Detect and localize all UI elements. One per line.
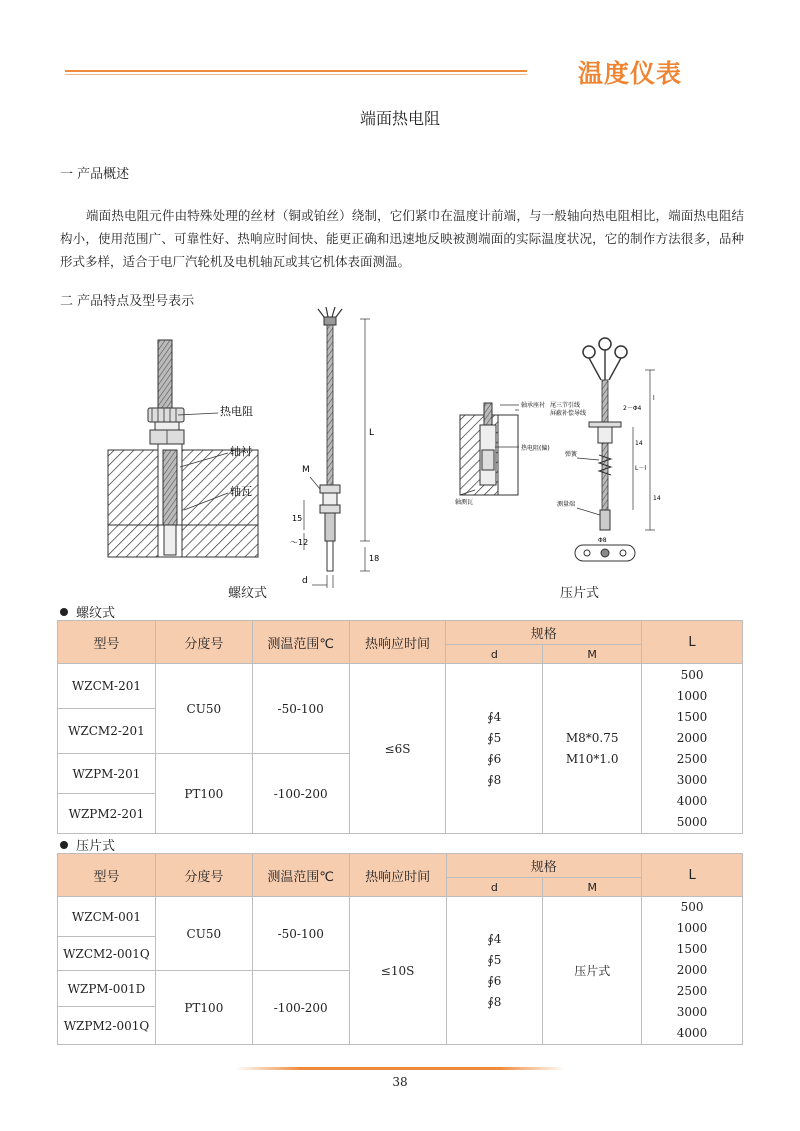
caption-threaded: 螺纹式 (228, 586, 268, 601)
L-value: 5000 (676, 814, 708, 829)
label-bearing-base: 轴测瓦 (455, 499, 474, 506)
L-value: 2500 (676, 984, 708, 998)
table-cell-index: PT100 (155, 754, 252, 834)
dim-M: M (302, 465, 310, 475)
table-cell-response: ≤10S (349, 897, 446, 1045)
L-value: 3000 (676, 1005, 708, 1019)
th-response: 热响应时间 (349, 854, 446, 897)
th-index: 分度号 (155, 854, 252, 897)
d-value: ∮6 (487, 751, 502, 766)
label-rtd: 热电阻 (220, 405, 253, 418)
dim-15: 15 (292, 514, 303, 523)
M-value: M8*0.75 (565, 730, 619, 745)
dim-L-minus-l: L－l (635, 465, 647, 472)
section-overview-title: 一 产品概述 (60, 167, 130, 182)
dim-18: 18 (369, 554, 380, 563)
table-cell-range: -100-200 (252, 971, 349, 1045)
th-model: 型号 (58, 621, 156, 664)
L-value: 500 (680, 667, 704, 682)
spec-table-plate (57, 853, 743, 1045)
table-cell-index: PT100 (155, 971, 252, 1045)
th-index: 分度号 (155, 621, 252, 664)
dim-d: d (302, 576, 308, 586)
d-value: ∮5 (487, 952, 502, 967)
caption-plate: 压片式 (560, 586, 600, 601)
table-cell-range: -50-100 (252, 897, 349, 971)
bullet-dot (60, 608, 68, 616)
table-cell-d-list (446, 664, 543, 834)
L-value: 3000 (676, 772, 708, 787)
dim-12: ～12 (290, 538, 309, 547)
d-value: ∮5 (487, 730, 502, 745)
table-cell-model: WZCM-201 (58, 664, 156, 709)
dim-14: 14 (635, 440, 643, 447)
d-value: ∮8 (487, 994, 502, 1009)
table-cell-L-list (642, 664, 743, 834)
dim-2phi4: 2－Φ4 (623, 405, 642, 412)
table-cell-response: ≤6S (349, 664, 446, 834)
table1-heading-text: 螺纹式 (76, 606, 116, 621)
L-value: 1500 (676, 709, 708, 724)
label-spring: 弹簧 (565, 451, 578, 458)
table-cell-model: WZCM2-001Q (58, 937, 156, 971)
L-value: 2000 (676, 730, 708, 745)
overview-paragraph: 端面热电阻元件由特殊处理的丝材（铜或铂丝）绕制，它们紧巾在温度计前端，与一般轴向热电阻相比，端面热电阻结构小，使用范围广、可靠性好、热响应时间快、能更正确和迅速地反映被测端面的实际温度状况，它的制作方法很多，品种形式多样，适合于电厂汽轮机及电机轴瓦或其它机体表面测温。 (60, 208, 744, 269)
table-cell-M: 压片式 (543, 897, 642, 1045)
plate-dimension-figure (557, 330, 680, 580)
L-value: 1500 (676, 942, 708, 956)
th-M: M (543, 878, 642, 897)
threaded-dimension-figure (290, 305, 390, 590)
M-value: M10*1.0 (565, 751, 619, 766)
page-title: 端面热电阻 (359, 109, 440, 128)
header-rule (65, 70, 527, 72)
L-value: 2500 (676, 751, 708, 766)
th-range: 测温范围℃ (252, 621, 349, 664)
dim-L: L (369, 428, 375, 438)
label-bushing: 轴衬 (230, 445, 252, 458)
table2-heading-text: 压片式 (76, 839, 116, 854)
dim-phi8: Φ8 (598, 537, 607, 544)
table-cell-model: WZPM-201 (58, 754, 156, 794)
table2-heading (60, 835, 115, 854)
th-L: L (642, 854, 743, 897)
th-d: d (446, 878, 543, 897)
bullet-dot (60, 841, 68, 849)
table-cell-range: -100-200 (252, 754, 349, 834)
L-value: 4000 (676, 793, 708, 808)
d-value: ∮4 (487, 931, 502, 946)
d-value: ∮6 (487, 973, 502, 988)
table-cell-index: CU50 (155, 897, 252, 971)
threaded-install-figure (100, 335, 280, 565)
brand-title: 温度仪表 (578, 59, 683, 88)
th-response: 热响应时间 (349, 621, 446, 664)
d-value: ∮8 (487, 772, 502, 787)
table-cell-d-list (446, 897, 543, 1045)
spec-table-threaded (57, 620, 743, 834)
table-cell-model: WZCM2-201 (58, 709, 156, 754)
label-shaft-seat: 轴承座衬 (521, 402, 546, 409)
table-cell-index: CU50 (155, 664, 252, 754)
footer-rule (235, 1067, 565, 1070)
table1-heading (60, 602, 115, 621)
section-features-title: 二 产品特点及型号表示 (60, 294, 195, 309)
table-cell-model: WZPM2-001Q (58, 1007, 156, 1045)
table-cell-M-list (543, 664, 642, 834)
th-d: d (446, 645, 543, 664)
L-value: 2000 (676, 963, 708, 977)
table-cell-model: WZCM-001 (58, 897, 156, 937)
page-number: 38 (392, 1075, 408, 1089)
th-spec: 规格 (446, 854, 642, 878)
d-value: ∮4 (487, 709, 502, 724)
dim-14b: 14 (653, 495, 661, 502)
label-bearing-shell: 轴瓦 (230, 485, 252, 498)
L-value: 500 (680, 900, 704, 914)
table-cell-range: -50-100 (252, 664, 349, 754)
th-M: M (543, 645, 642, 664)
L-value: 4000 (676, 1026, 708, 1040)
dim-l: l (653, 395, 655, 402)
label-shield-wire: 屏蔽补偿导线 (550, 410, 587, 417)
th-spec: 规格 (446, 621, 642, 645)
th-model: 型号 (58, 854, 156, 897)
L-value: 1000 (676, 688, 708, 703)
label-measure-end: 测量端 (557, 501, 576, 508)
table-cell-L-list (642, 897, 743, 1045)
table-cell-model: WZPM-001D (58, 971, 156, 1007)
th-range: 测温范围℃ (252, 854, 349, 897)
L-value: 1000 (676, 921, 708, 935)
table-cell-model: WZPM2-201 (58, 794, 156, 834)
header-rule-thin (65, 74, 527, 75)
label-rtd-offset: 热电阻(偏) (521, 445, 550, 452)
label-leads: 尾三节引线 (550, 402, 581, 409)
th-L: L (642, 621, 743, 664)
